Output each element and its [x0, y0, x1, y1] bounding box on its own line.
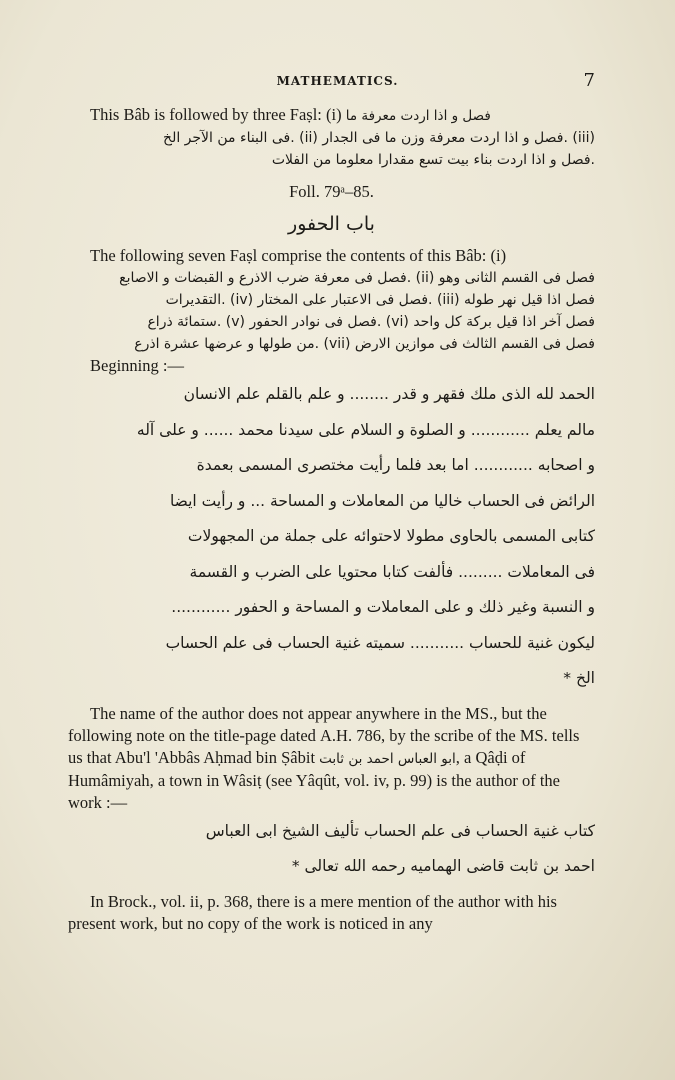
beginning-line: الحمد لله الذى ملك فقهر و قدر ........ و علم بالقلم علم الانسان [183, 385, 595, 403]
beginning-line: كتابى المسمى بالحاوى مطولا لاحتوائه على جملة من المجهولات [187, 527, 595, 545]
beginning-line: الرائض فى الحساب خاليا من المعاملات و المساحة ... و رأيت ايضا [169, 491, 595, 510]
author-note-part2: , by the scribe of the MS. tells us that Abu'l 'Abbâs Aḥmad bin Ṣâbit [68, 725, 580, 767]
title-page-quote [68, 814, 595, 885]
beginning-line: و النسبة وغير ذلك و على المعاملات و المساحة و الحفور ............ [171, 598, 595, 616]
running-title: MATHEMATICS. [276, 74, 399, 88]
text-column [68, 104, 595, 935]
beginning-label: Beginning :— [90, 356, 184, 375]
beginning-line: مالم يعلم ............ و الصلوة و السلام على سيدنا محمد ...... و على آله [136, 420, 595, 439]
author-note-date: A.H. 786 [320, 725, 381, 745]
section1-intro [68, 104, 595, 127]
beginning-line: الخ * [563, 669, 595, 687]
quote-line: كتاب غنية الحساب فى علم الحساب تأليف الشيخ ابى العباس [205, 821, 595, 840]
section1-intro-en: This Bâb is followed by three Faṣl: (i) [90, 105, 342, 124]
author-note-part3: , a Qâḍi of Humâmiyah, a town in Wâsiṭ (see Yâqût, vol. iv, p. 99) is the author of the work :— [68, 747, 560, 812]
section2-line-1: فصل فى القسم الثانى وهو (ii) .فصل فى معرفة ضرب الاذرع و القبضات و الاصابع [119, 270, 595, 286]
beginning-line: ليكون غنية للحساب ........... سميته غنية الحساب فى علم الحساب [165, 633, 595, 652]
quote-line: احمد بن ثابت قاضى الهماميه رحمه الله تعالى * [291, 857, 595, 875]
brock-note: In Brock., vol. ii, p. 368, there is a mere mention of the author with his present work, but no copy of the work is noticed in any [68, 891, 557, 933]
section1-intro-ar: فصل و اذا اردت معرفة ما [345, 108, 491, 124]
author-name-ar: ابو العباس احمد بن ثابت [319, 750, 456, 767]
author-note-part1: The name of the author does not appear anywhere in the MS., but the following note on the title-page dated [68, 703, 547, 745]
beginning-line: فى المعاملات ......... فألفت كتابا محتويا على الضرب و القسمة [189, 562, 595, 581]
bab-title: باب الحفور [288, 213, 375, 235]
beginning-line: و اصحابه ............ اما بعد فلما رأيت مختصرى المسمى بعمدة [196, 456, 595, 474]
author-note [68, 703, 595, 814]
section2-intro: The following seven Faṣl comprise the contents of this Bâb: (i) [90, 246, 507, 265]
section1-line-3: .فصل و اذا اردت بناء بيت تسع مقدارا معلوما من الفلات [271, 152, 595, 168]
beginning-quote [68, 377, 595, 697]
page-number: 7 [583, 70, 595, 91]
folio-reference: Foll. 79ᵃ–85. [289, 182, 374, 201]
section2-line-2: فصل اذا قيل نهر طوله (iii) .فصل فى الاعتبار على المختار (iv) .التقديرات [165, 292, 595, 308]
section2-line-4: فصل فى القسم الثالث فى موازين الارض (vii) .من طولها و عرضها عشرة اذرع [134, 336, 595, 352]
page-header [0, 70, 675, 92]
section2-line-3: فصل آخر اذا قيل بركة كل واحد (vi) .فصل فى نوادر الحفور (v) .ستمائة ذراع [147, 314, 595, 330]
section1-line-2: (iii) .فصل و اذا اردت معرفة وزن ما فى الجدار (ii) .فى البناء من الآجر الخ [163, 130, 595, 146]
